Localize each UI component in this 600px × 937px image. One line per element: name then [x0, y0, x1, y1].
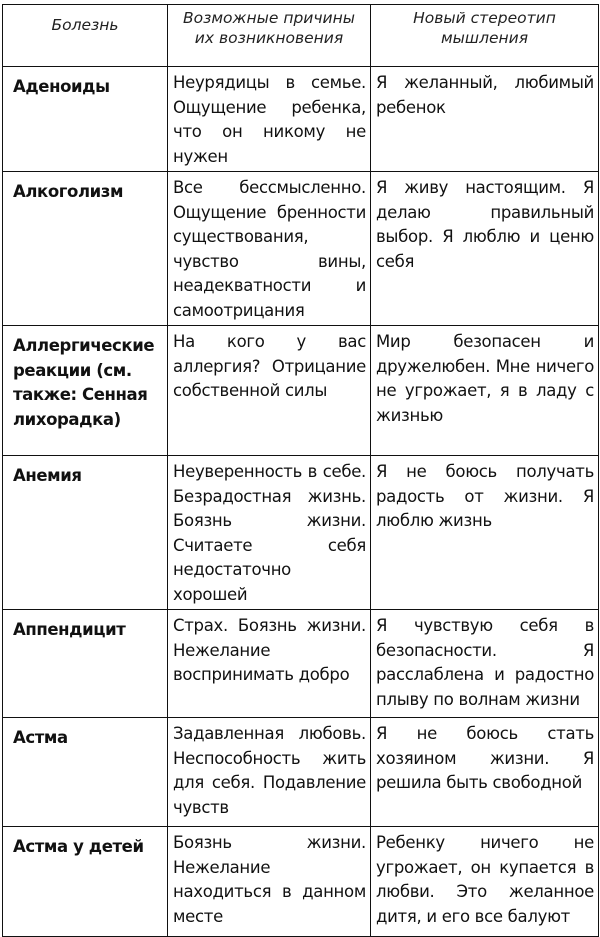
disease-name: Анемия [3, 456, 168, 610]
thinking-pattern: Я не боюсь получать радость от жизни. Я люблю жизнь [371, 456, 599, 610]
table-row [3, 610, 599, 718]
disease-name: Аппендицит [3, 610, 168, 718]
header-pattern: Новый стереотип мышления [371, 5, 599, 67]
thinking-pattern: Я желанный, любимый ребенок [371, 67, 599, 172]
header-causes: Возможные причины их возникновения [168, 5, 371, 67]
table-row [3, 827, 599, 937]
header-disease: Болезнь [3, 5, 168, 67]
table-row [3, 718, 599, 827]
disease-causes: Задавленная любовь. Неспособность жить для себя. Подавление чувств [168, 718, 371, 827]
thinking-pattern: Я не боюсь стать хозяином жизни. Я решила быть свободной [371, 718, 599, 827]
disease-causes: Неуверенность в себе. Безрадостная жизнь. Боязнь жизни. Считаете себя недостаточно хорошей [168, 456, 371, 610]
table-header-row [3, 5, 599, 67]
disease-name: Астма у детей [3, 827, 168, 937]
disease-causes: Неурядицы в семье. Ощущение ребенка, что он никому не нужен [168, 67, 371, 172]
table-row [3, 172, 599, 326]
thinking-pattern: Мир безопасен и дружелюбен. Мне ничего не угрожает, я в ладу с жизнью [371, 326, 599, 456]
table-row [3, 67, 599, 172]
disease-name: Астма [3, 718, 168, 827]
disease-causes: На кого у вас аллергия? Отрицание собственной силы [168, 326, 371, 456]
table-row [3, 326, 599, 456]
disease-name: Аденоиды [3, 67, 168, 172]
table-row [3, 456, 599, 610]
thinking-pattern: Ребенку ничего не угрожает, он купается в любви. Это желанное дитя, и его все балуют [371, 827, 599, 937]
disease-name: Алкоголизм [3, 172, 168, 326]
disease-causes: Страх. Боязнь жизни. Нежелание воспринимать добро [168, 610, 371, 718]
disease-table [2, 4, 599, 937]
disease-name: Аллергические реакции (см. также: Сенная лихорадка) [3, 326, 168, 456]
disease-causes: Боязнь жизни. Нежелание находиться в данном месте [168, 827, 371, 937]
disease-causes: Все бессмысленно. Ощущение бренности существования, чувство вины, неадекватности и самоотрицания [168, 172, 371, 326]
thinking-pattern: Я чувствую себя в безопасности. Я расслаблена и радостно плыву по волнам жизни [371, 610, 599, 718]
thinking-pattern: Я живу настоящим. Я делаю правильный выбор. Я люблю и ценю себя [371, 172, 599, 326]
